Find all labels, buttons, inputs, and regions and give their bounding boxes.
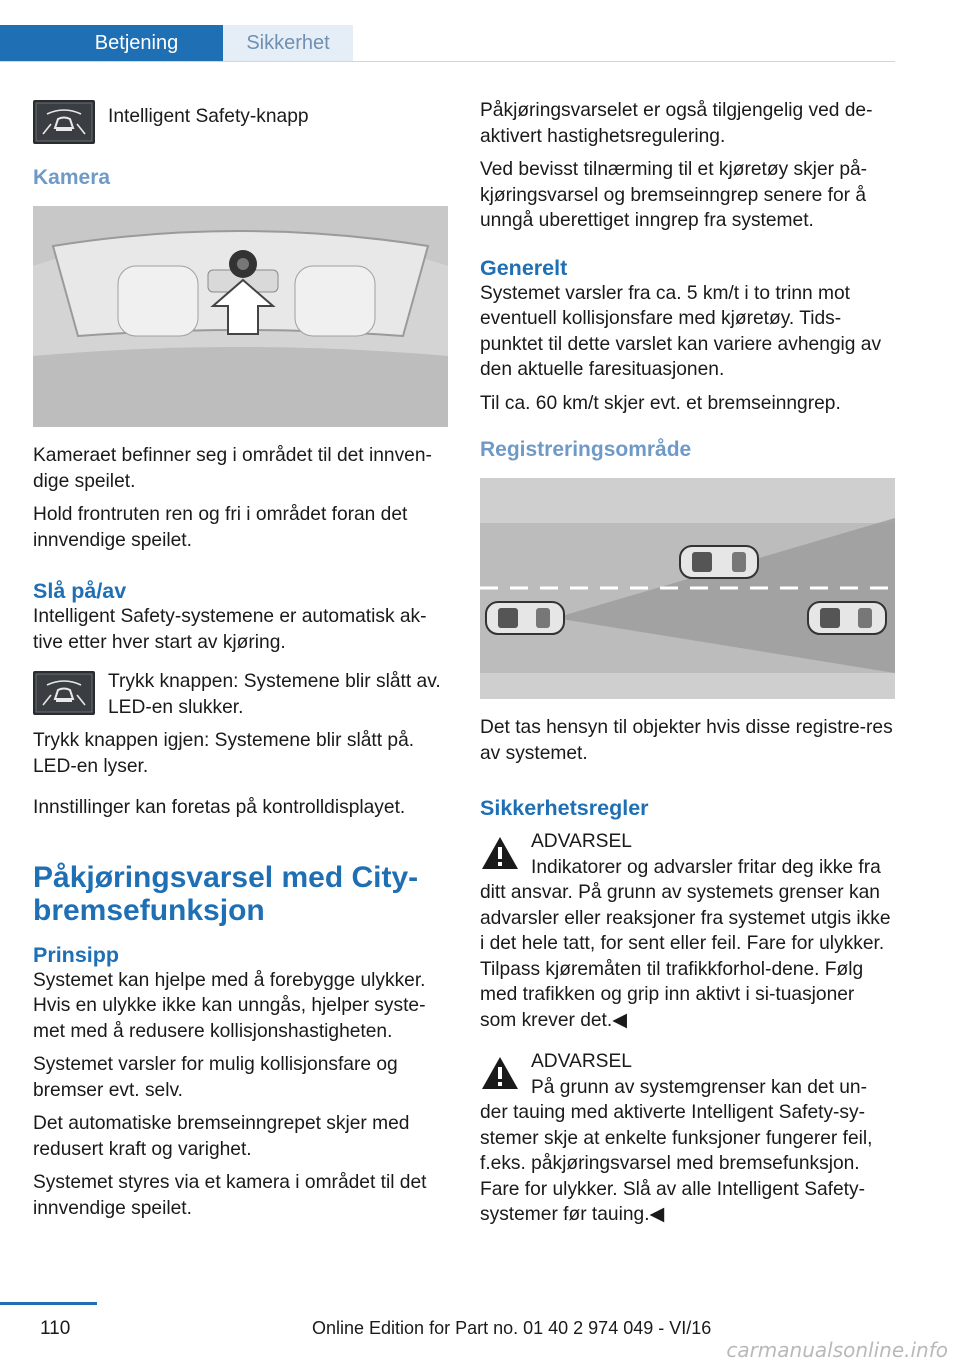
tab-betjening[interactable] (0, 25, 223, 61)
principle-text-4: Systemet styres via et kamera i området til det innvendige speilet. (33, 1172, 427, 1219)
tab-label: Betjening (94, 32, 179, 54)
warning-triangle-icon (480, 835, 520, 871)
range-text-1: Det tas hensyn til objekter hvis disse registre-res av systemet. (480, 717, 893, 764)
warning-1-text: ditt ansvar. På grunn av systemets grenser kan advarsler eller reaksjoner fra systemet utgis ikke i det hele tatt, for sent eller feil. Fare for ulykker. Tilpass kjøremåten til trafikkforhol-dene. Følg med trafikken og grip inn aktivt i si-tuasjoner som krever det.◀ (480, 882, 891, 1031)
car-ahead-same-lane (808, 602, 886, 634)
intelligent-safety-button-icon (33, 671, 95, 715)
onoff-icon-row (33, 669, 448, 720)
onoff-icon-text: Trykk knappen: Systemene blir slått av. LED-en slukker. (108, 671, 441, 718)
camera-text-2: Hold frontruten ren og fri i området foran det innvendige speilet. (33, 504, 408, 551)
footer-accent-line (0, 1302, 97, 1305)
heading-generelt: Generelt (480, 255, 568, 280)
heading-sla-pa-av: Slå på/av (33, 579, 127, 603)
header-divider (0, 61, 895, 62)
heading-prinsipp: Prinsipp (33, 942, 120, 967)
warning-2-text: der tauing med aktiverte Intelligent Safety-sy-stemer skje at enkelte funksjoner fungerer feil, f.eks. påkjøringsvarsel med bremsefunksjon. Fare for ulykker. Slå av alle Intelligent Safety-systemer før tauing.◀ (480, 1102, 873, 1225)
warning-block-2 (480, 1049, 895, 1228)
own-car (486, 602, 564, 634)
left-column (33, 98, 448, 1229)
tab-label: Sikkerhet (246, 32, 330, 54)
warning-1-title: ADVARSEL (531, 831, 632, 852)
general-text-1: Systemet varsler fra ca. 5 km/t i to trinn mot eventuell kollisjonsfare med kjøretøy. Tids-punktet til dette varslet kan variere avhengig av den aktuelle faresituasjonen. (480, 282, 882, 380)
right-text-1: Påkjøringsvarselet er også tilgjengelig ved de-aktivert hastighetsregulering. (480, 100, 873, 147)
button-caption: Intelligent Safety-knapp (108, 106, 309, 127)
watermark: carmanualsonline.info (726, 1338, 948, 1362)
car-ahead-lane (680, 546, 758, 578)
principle-text-1: Systemet kan hjelpe med å forebygge ulykker. Hvis en ulykke ikke kan unngås, hjelper syste-met med å redusere kollisjonshastigheten. (33, 969, 426, 1042)
intelligent-safety-button-icon (33, 100, 95, 144)
onoff-text-3: Innstillinger kan foretas på kontrolldisplayet. (33, 797, 406, 818)
heading-registreringsomrade: Registreringsområde (480, 438, 692, 461)
heading-sikkerhetsregler: Sikkerhetsregler (480, 796, 649, 820)
page-number: 110 (40, 1318, 71, 1339)
warning-2-title: ADVARSEL (531, 1051, 632, 1072)
onoff-text-1: Intelligent Safety-systemene er automatisk ak-tive etter hver start av kjøring. (33, 606, 427, 653)
general-text-2: Til ca. 60 km/t skjer evt. et bremseinngrep. (480, 392, 841, 414)
edition-text: Online Edition for Part no. 01 40 2 974 049 - VI/16 (312, 1318, 712, 1338)
camera-figure (33, 206, 448, 427)
button-caption-row (33, 98, 448, 148)
camera-text-1: Kameraet befinner seg i området til det innven-dige speilet. (33, 445, 432, 492)
warning-triangle-icon (480, 1055, 520, 1091)
right-text-2: Ved bevisst tilnærming til et kjøretøy skjer på-kjøringsvarsel og bremseinngrep senere for å unngå uberettiget inngrep fra systemet. (480, 159, 868, 231)
warning-1-first-line: Indikatorer og advarsler fritar deg ikke fra (531, 856, 881, 878)
right-column (480, 98, 895, 1228)
heading-kamera: Kamera (33, 166, 111, 189)
onoff-text-2: Trykk knappen igjen: Systemene blir slått på. LED-en lyser. (33, 730, 415, 777)
tab-sikkerhet[interactable] (223, 25, 353, 61)
detection-range-figure (480, 478, 895, 699)
header-bar (0, 0, 895, 62)
heading-main-section: Påkjøringsvarsel med City-bremsefunksjon (33, 860, 419, 927)
warning-2-first-line: På grunn av systemgrenser kan det un- (531, 1076, 867, 1098)
warning-block-1 (480, 829, 895, 1033)
principle-text-3: Det automatiske bremseinngrepet skjer med redusert kraft og varighet. (33, 1113, 410, 1160)
principle-text-2: Systemet varsler for mulig kollisjonsfare og bremser evt. selv. (33, 1054, 398, 1101)
